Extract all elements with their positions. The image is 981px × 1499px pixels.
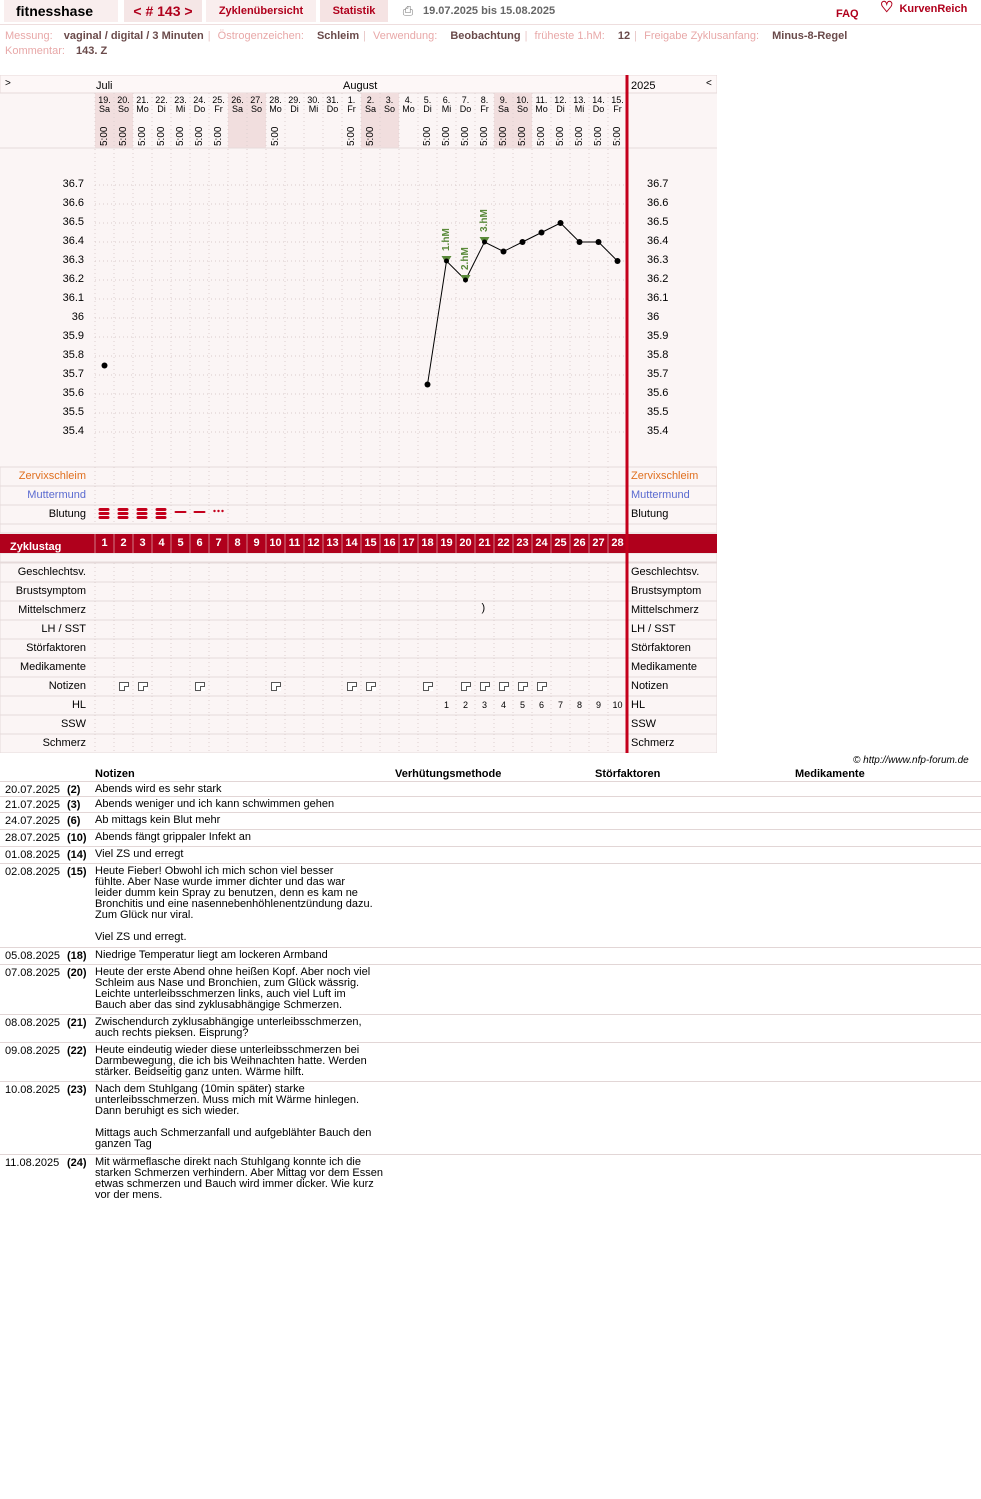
- measure-time: 5:00: [536, 126, 547, 146]
- hm-value: 12: [617, 30, 631, 42]
- note-cycle-day: (18): [67, 950, 87, 962]
- note-row: [0, 1042, 981, 1082]
- chart-nav-next[interactable]: <: [706, 78, 712, 89]
- row-label: Störfaktoren: [26, 642, 86, 654]
- hl-count: 10: [612, 700, 623, 710]
- day-date: 19.: [98, 95, 111, 105]
- cycle-navigator[interactable]: < # 143 >: [124, 0, 202, 22]
- day-date: 10.: [516, 95, 529, 105]
- cycle-day-number[interactable]: 26: [573, 537, 586, 549]
- note-row: [0, 1014, 981, 1043]
- freigabe-value: Minus-8-Regel: [772, 30, 848, 42]
- measure-time: 5:00: [156, 126, 167, 146]
- temp-tick-right: 36.3: [647, 254, 669, 266]
- temp-tick-left: 36.1: [62, 292, 84, 304]
- temp-tick-left: 35.8: [62, 349, 84, 361]
- note-icon[interactable]: [461, 682, 471, 691]
- row-label: Muttermund: [27, 489, 86, 501]
- year-label: 2025: [631, 80, 656, 92]
- cycle-day-number[interactable]: 12: [307, 537, 320, 549]
- hl-count: 9: [595, 700, 601, 710]
- chart-nav-prev[interactable]: >: [5, 78, 11, 89]
- temp-tick-left: 36: [71, 311, 84, 323]
- username[interactable]: fitnesshase: [4, 0, 118, 22]
- note-text: Niedrige Temperatur liegt am lockeren Armband: [95, 949, 328, 961]
- measure-time: 5:00: [175, 126, 186, 146]
- row-label: Geschlechtsv.: [17, 566, 86, 578]
- cycle-day-number[interactable]: 20: [459, 537, 472, 549]
- note-icon[interactable]: [518, 682, 528, 691]
- temp-tick-left: 35.4: [62, 425, 84, 437]
- day-weekday: Di: [290, 104, 299, 114]
- cycle-day-number[interactable]: 6: [196, 537, 203, 549]
- cycle-chart: [0, 75, 717, 753]
- day-weekday: Do: [459, 104, 472, 114]
- measure-time: 5:00: [555, 126, 566, 146]
- note-cycle-day: (3): [67, 799, 81, 811]
- row-label: Zervixschleim: [18, 470, 86, 482]
- measure-time: 5:00: [194, 126, 205, 146]
- note-row: [0, 947, 981, 965]
- day-date: 28.: [269, 95, 282, 105]
- note-cycle-day: (24): [67, 1157, 87, 1169]
- note-text: Mit wärmeflasche direkt nach Stuhlgang konnte ich die starken Schmerzen verhindern. Aber Mittag vor dem Essen etwas schmerzen und Bauch wird immer dicker. Wie kurz vor der mens.: [95, 1156, 383, 1201]
- measure-time: 5:00: [460, 126, 471, 146]
- day-weekday: Di: [423, 104, 432, 114]
- note-row: [0, 964, 981, 1015]
- day-weekday: Sa: [364, 104, 376, 114]
- row-label: Mittelschmerz: [18, 604, 86, 616]
- cycle-day-number[interactable]: 9: [253, 537, 260, 549]
- day-weekday: So: [250, 104, 262, 114]
- note-row: [0, 1154, 981, 1205]
- month-july: Juli: [96, 80, 113, 92]
- measure-time: 5:00: [593, 126, 604, 146]
- note-icon[interactable]: [347, 682, 357, 691]
- note-icon[interactable]: [423, 682, 433, 691]
- cycle-day-number[interactable]: 19: [440, 537, 453, 549]
- note-date: 28.07.2025: [5, 832, 61, 844]
- note-cycle-day: (20): [67, 967, 87, 979]
- hl-count: 2: [462, 700, 468, 710]
- row-label-right: Schmerz: [631, 737, 675, 749]
- temp-tick-left: 36.2: [62, 273, 84, 285]
- cycle-day-number[interactable]: 10: [269, 537, 282, 549]
- kommentar-value: 143. Z: [75, 45, 108, 57]
- day-date: 2.: [366, 95, 375, 105]
- day-date: 25.: [212, 95, 225, 105]
- note-text: Heute der erste Abend ohne heißen Kopf. Aber noch viel Schleim aus Nase und Bronchien, zum Glück wässrig. Leichte unterleibsschmerzen links, auch viel Luft im Bauch aber das sind zyklusabhängige Schmerzen.: [95, 966, 371, 1011]
- row-label-right: Störfaktoren: [631, 642, 691, 654]
- high-measure-label: 2.hM: [459, 247, 471, 270]
- day-weekday: Di: [157, 104, 166, 114]
- row-label: HL: [71, 699, 86, 711]
- row-label-right: Muttermund: [631, 489, 690, 501]
- row-label-right: Zervixschleim: [631, 470, 699, 482]
- day-date: 29.: [288, 95, 301, 105]
- temp-tick-right: 36.2: [647, 273, 669, 285]
- day-weekday: Sa: [98, 104, 110, 114]
- row-label-right: LH / SST: [631, 623, 676, 635]
- note-text: Zwischendurch zyklusabhängige unterleibsschmerzen, auch rechts pieksen. Eisprung?: [95, 1016, 362, 1039]
- day-date: 30.: [307, 95, 320, 105]
- cycle-day-number[interactable]: 28: [611, 537, 624, 549]
- verwendung-value: Beobachtung: [450, 30, 521, 42]
- measure-time: 5:00: [118, 126, 129, 146]
- day-date: 15.: [611, 95, 624, 105]
- day-date: 12.: [554, 95, 567, 105]
- cycle-day-number[interactable]: 1: [101, 537, 108, 549]
- logo-text: KurvenReich: [899, 3, 968, 15]
- note-cycle-day: (2): [67, 784, 81, 796]
- measure-time: 5:00: [517, 126, 528, 146]
- note-cycle-day: (15): [67, 866, 87, 878]
- day-weekday: Do: [326, 104, 339, 114]
- hl-count: 1: [443, 700, 449, 710]
- row-label: Brustsymptom: [15, 585, 86, 597]
- cycle-day-number[interactable]: 14: [345, 537, 358, 549]
- measure-time: 5:00: [99, 126, 110, 146]
- day-date: 22.: [155, 95, 168, 105]
- logo-icon: ♡: [880, 0, 894, 16]
- zyklustag-label: Zyklustag: [10, 541, 62, 553]
- day-weekday: Mo: [269, 104, 282, 114]
- copyright[interactable]: © http://www.nfp-forum.de: [853, 755, 969, 766]
- logo[interactable]: [880, 0, 967, 19]
- row-label: SSW: [60, 718, 86, 730]
- note-cycle-day: (14): [67, 849, 87, 861]
- row-label: Schmerz: [42, 737, 86, 749]
- note-cycle-day: (6): [67, 815, 81, 827]
- day-weekday: Fr: [214, 104, 223, 114]
- row-label: Medikamente: [19, 661, 86, 673]
- row-label-right: Geschlechtsv.: [631, 566, 700, 578]
- note-text: Abends weniger und ich kann schwimmen gehen: [95, 798, 335, 810]
- cycle-day-number[interactable]: 21: [478, 537, 491, 549]
- temp-tick-left: 36.4: [62, 235, 84, 247]
- day-date: 5.: [423, 95, 432, 105]
- day-date: 9.: [499, 95, 508, 105]
- note-date: 11.08.2025: [5, 1157, 60, 1169]
- day-date: 7.: [461, 95, 470, 105]
- row-label-right: HL: [631, 699, 646, 711]
- row-label: Blutung: [48, 508, 86, 520]
- day-date: 31.: [326, 95, 339, 105]
- row-label-right: Blutung: [631, 508, 669, 520]
- note-icon[interactable]: [195, 682, 205, 691]
- oestro-label: Östrogenzeichen:: [217, 30, 304, 42]
- note-text: Abends fängt grippaler Infekt an: [95, 831, 251, 843]
- month-august: August: [343, 80, 378, 92]
- note-text: Ab mittags kein Blut mehr: [95, 814, 221, 826]
- temp-tick-right: 35.8: [647, 349, 669, 361]
- temp-tick-left: 36.5: [62, 216, 84, 228]
- printer-icon[interactable]: ⎙: [402, 3, 414, 18]
- note-icon[interactable]: [138, 682, 148, 691]
- row-label-right: Brustsymptom: [631, 585, 702, 597]
- day-date: 3.: [385, 95, 394, 105]
- row-label: LH / SST: [41, 623, 86, 635]
- cycle-day-number[interactable]: 2: [120, 537, 127, 549]
- row-label-right: SSW: [631, 718, 657, 730]
- cycle-day-number[interactable]: 13: [326, 537, 339, 549]
- note-date: 01.08.2025: [5, 849, 61, 861]
- day-date: 27.: [250, 95, 263, 105]
- cycle-day-number[interactable]: 7: [215, 537, 222, 549]
- note-row: [0, 1081, 981, 1155]
- note-text: Viel ZS und erregt: [95, 848, 184, 860]
- day-date: 24.: [193, 95, 206, 105]
- day-weekday: So: [117, 104, 129, 114]
- hl-count: 3: [481, 700, 487, 710]
- hl-count: 8: [576, 700, 582, 710]
- note-date: 07.08.2025: [5, 967, 61, 979]
- note-date: 10.08.2025: [5, 1084, 61, 1096]
- note-date: 21.07.2025: [5, 799, 61, 811]
- note-icon[interactable]: [499, 682, 509, 691]
- day-weekday: Sa: [497, 104, 509, 114]
- notes-header-stoer: Störfaktoren: [595, 768, 661, 780]
- row-label-right: Mittelschmerz: [631, 604, 699, 616]
- day-date: 6.: [442, 95, 451, 105]
- top-bar: [0, 0, 981, 25]
- oestro-value: Schleim: [316, 30, 360, 42]
- note-cycle-day: (23): [67, 1084, 87, 1096]
- note-row: [0, 829, 981, 847]
- high-measure-label: 3.hM: [478, 209, 490, 232]
- note-cycle-day: (22): [67, 1045, 87, 1057]
- day-weekday: Do: [592, 104, 605, 114]
- row-label: Notizen: [48, 680, 86, 692]
- measure-time: 5:00: [346, 126, 357, 146]
- row-label-right: Notizen: [631, 680, 669, 692]
- measure-time: 5:00: [365, 126, 376, 146]
- cycle-day-number[interactable]: 24: [535, 537, 548, 549]
- measure-time: 5:00: [213, 126, 224, 146]
- cycle-day-number[interactable]: 4: [158, 537, 165, 549]
- notes-header-notizen: Notizen: [95, 768, 135, 780]
- comment-info: [5, 45, 107, 57]
- day-weekday: Fr: [613, 104, 622, 114]
- cycle-day-number[interactable]: 27: [592, 537, 605, 549]
- hl-count: 5: [519, 700, 525, 710]
- temp-tick-left: 35.9: [62, 330, 84, 342]
- freigabe-label: Freigabe Zyklusanfang:: [644, 30, 760, 42]
- note-row: [0, 812, 981, 830]
- day-weekday: Do: [193, 104, 206, 114]
- cycle-day-number[interactable]: 3: [139, 537, 146, 549]
- cycle-day-number[interactable]: 23: [516, 537, 529, 549]
- hl-count: 4: [500, 700, 506, 710]
- measure-time: 5:00: [441, 126, 452, 146]
- note-text: Heute Fieber! Obwohl ich mich schon viel besser fühlte. Aber Nase wurde immer dichter und das war leider dumm kein Spray zu benutzen, denn es kam ne Bronchitis und eine nasennebenhöhlenentzündung dazu. Zum Glück nur viral. Viel ZS und erregt.: [95, 865, 373, 943]
- note-icon[interactable]: [271, 682, 281, 691]
- cycle-day-number[interactable]: 11: [288, 537, 301, 549]
- day-date: 20.: [117, 95, 130, 105]
- note-cycle-day: (21): [67, 1017, 87, 1029]
- note-cycle-day: (10): [67, 832, 87, 844]
- temp-tick-left: 35.5: [62, 406, 84, 418]
- day-weekday: Mi: [574, 104, 585, 114]
- note-row: [0, 846, 981, 864]
- kommentar-label: Kommentar:: [5, 45, 65, 57]
- note-row: [0, 796, 981, 813]
- cycle-day-number[interactable]: 22: [497, 537, 510, 549]
- note-date: 02.08.2025: [5, 866, 61, 878]
- day-date: 13.: [573, 95, 586, 105]
- note-text: Nach dem Stuhlgang (10min später) starke unterleibsschmerzen. Muss mich mit Wärme hinlegen. Dann beruhigt es sich wieder. Mittags auch Schmerzanfall und aufgeblähter Bauch den ganzen Tag: [95, 1083, 372, 1150]
- temp-tick-right: 35.4: [647, 425, 669, 437]
- temp-tick-right: 36.4: [647, 235, 669, 247]
- cycle-day-number[interactable]: 18: [421, 537, 434, 549]
- note-date: 24.07.2025: [5, 815, 61, 827]
- high-measure-label: 1.hM: [440, 228, 452, 251]
- cycle-day-number[interactable]: 17: [402, 537, 415, 549]
- day-date: 14.: [592, 95, 605, 105]
- messung-label: Messung:: [5, 30, 53, 42]
- day-date: 8.: [480, 95, 489, 105]
- tab-cycle-overview[interactable]: Zyklenübersicht: [206, 0, 316, 22]
- measure-time: 5:00: [612, 126, 623, 146]
- hm-label: früheste 1.hM:: [534, 30, 605, 42]
- note-date: 05.08.2025: [5, 950, 61, 962]
- notes-header-methode: Verhütungsmethode: [395, 768, 502, 780]
- day-date: 21.: [136, 95, 149, 105]
- temp-tick-right: 36.1: [647, 292, 669, 304]
- temp-tick-right: 35.6: [647, 387, 669, 399]
- day-weekday: So: [383, 104, 395, 114]
- measure-time: 5:00: [498, 126, 509, 146]
- day-date: 11.: [535, 95, 548, 105]
- measure-time: 5:00: [479, 126, 490, 146]
- note-icon[interactable]: [480, 682, 490, 691]
- temp-tick-right: 36: [647, 311, 660, 323]
- measure-time: 5:00: [137, 126, 148, 146]
- temp-tick-left: 36.3: [62, 254, 84, 266]
- cycle-info: Messung: vaginal / digital / 3 Minuten | Östrogenzeichen: Schleim | Verwendung: Beobachtung | früheste 1.hM: 12 | Freigabe Zyklusanfang: Minus-8-Regel: [5, 30, 848, 42]
- cycle-day-number[interactable]: 15: [364, 537, 377, 549]
- day-weekday: Mo: [402, 104, 415, 114]
- day-weekday: Mo: [136, 104, 149, 114]
- note-row: [0, 863, 981, 948]
- day-date: 26.: [231, 95, 244, 105]
- temp-tick-left: 36.7: [62, 178, 84, 190]
- note-date: 08.08.2025: [5, 1017, 61, 1029]
- day-weekday: Fr: [480, 104, 489, 114]
- day-date: 23.: [174, 95, 187, 105]
- temp-tick-left: 36.6: [62, 197, 84, 209]
- note-date: 09.08.2025: [5, 1045, 61, 1057]
- temp-tick-right: 35.5: [647, 406, 669, 418]
- day-date: 4.: [404, 95, 413, 105]
- mittelschmerz-mark: ): [481, 602, 486, 614]
- faq-link[interactable]: FAQ: [836, 8, 859, 20]
- hl-count: 6: [538, 700, 544, 710]
- hl-count: 7: [557, 700, 563, 710]
- day-weekday: Mi: [175, 104, 186, 114]
- note-icon[interactable]: [366, 682, 376, 691]
- note-date: 20.07.2025: [5, 784, 61, 796]
- note-text: Heute eindeutig wieder diese unterleibsschmerzen bei Darmbewegung, die ich bis Weihnachten hatte. Werden stärker. Beidseitig ganz unten. Wärme hilft.: [95, 1044, 367, 1078]
- cycle-day-number[interactable]: 5: [177, 537, 184, 549]
- note-icon[interactable]: [119, 682, 129, 691]
- day-date: 1.: [347, 95, 356, 105]
- measure-time: 5:00: [574, 126, 585, 146]
- note-icon[interactable]: [537, 682, 547, 691]
- messung-value: vaginal / digital / 3 Minuten: [63, 30, 204, 42]
- date-range: 19.07.2025 bis 15.08.2025: [423, 5, 556, 17]
- day-weekday: So: [516, 104, 528, 114]
- day-weekday: Di: [556, 104, 565, 114]
- cycle-day-number[interactable]: 25: [554, 537, 567, 549]
- day-weekday: Mo: [535, 104, 548, 114]
- day-weekday: Mi: [308, 104, 319, 114]
- row-label-right: Medikamente: [631, 661, 698, 673]
- temp-tick-right: 36.6: [647, 197, 669, 209]
- temp-tick-left: 35.6: [62, 387, 84, 399]
- day-weekday: Sa: [231, 104, 243, 114]
- temp-tick-right: 35.7: [647, 368, 669, 380]
- notes-header-medi: Medikamente: [795, 768, 865, 780]
- day-weekday: Mi: [441, 104, 452, 114]
- note-text: Abends wird es sehr stark: [95, 783, 222, 795]
- tab-statistics[interactable]: Statistik: [320, 0, 388, 22]
- temp-tick-left: 35.7: [62, 368, 84, 380]
- temp-tick-right: 36.7: [647, 178, 669, 190]
- verwendung-label: Verwendung:: [373, 30, 438, 42]
- measure-time: 5:00: [422, 126, 433, 146]
- temp-tick-right: 36.5: [647, 216, 669, 228]
- cycle-day-number[interactable]: 16: [383, 537, 396, 549]
- measure-time: 5:00: [270, 126, 281, 146]
- cycle-day-number[interactable]: 8: [234, 537, 241, 549]
- note-row: [0, 781, 981, 797]
- day-weekday: Fr: [347, 104, 356, 114]
- temp-tick-right: 35.9: [647, 330, 669, 342]
